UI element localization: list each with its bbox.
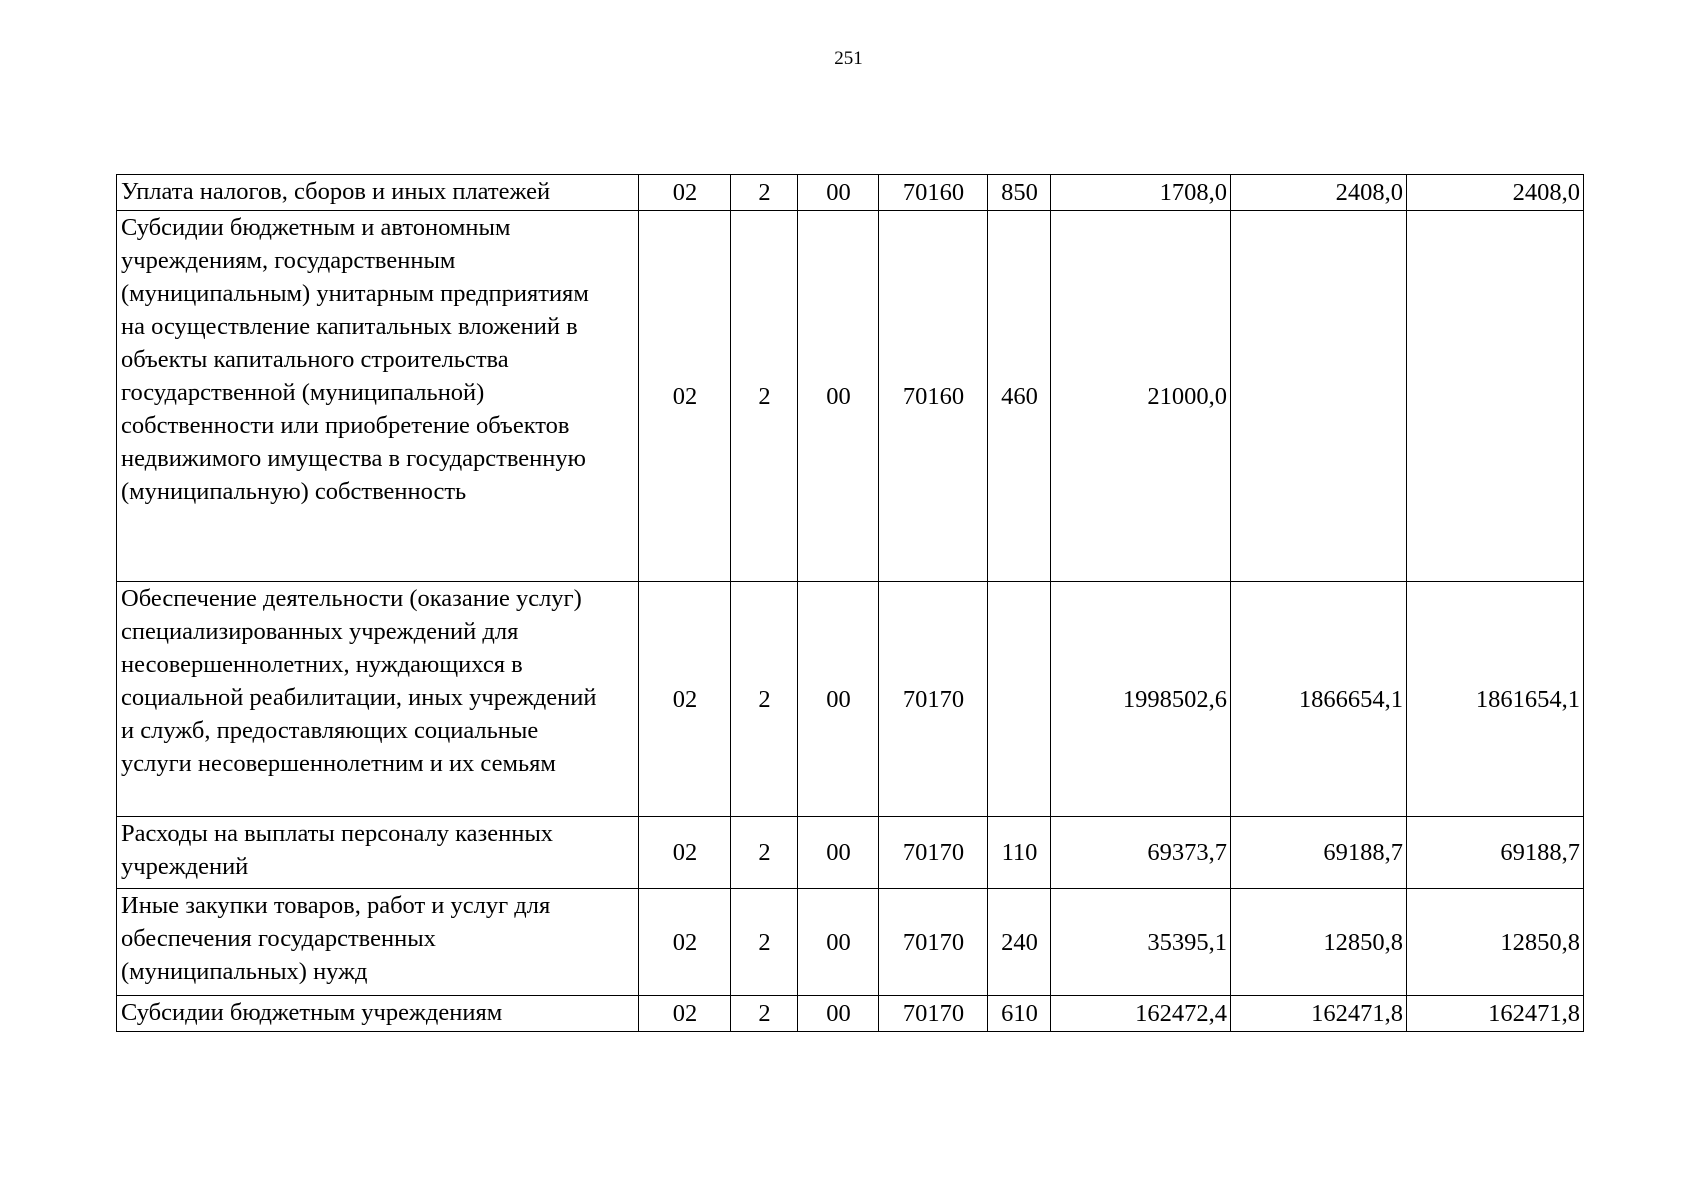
amount-year1-cell: 1708,0 [1051,175,1231,211]
amount-year3-cell: 2408,0 [1407,175,1584,211]
amount-year3-cell: 162471,8 [1407,996,1584,1032]
section-code-cell: 02 [639,996,731,1032]
amount-year2-cell: 2408,0 [1231,175,1407,211]
expense-type-cell [988,582,1051,817]
budget-table [116,174,1584,1032]
target-article-cell: 70170 [879,996,988,1032]
expense-type-cell: 240 [988,889,1051,996]
amount-year2-cell: 162471,8 [1231,996,1407,1032]
expense-type-cell: 850 [988,175,1051,211]
program-code-cell: 00 [798,211,879,582]
program-code-cell: 00 [798,175,879,211]
amount-year2-cell: 69188,7 [1231,817,1407,889]
expense-type-cell: 610 [988,996,1051,1032]
table-row [117,211,1584,582]
target-article-cell: 70170 [879,817,988,889]
amount-year1-cell: 69373,7 [1051,817,1231,889]
amount-year2-cell: 12850,8 [1231,889,1407,996]
section-code-cell: 02 [639,817,731,889]
subsection-code-cell: 2 [731,996,798,1032]
subsection-code-cell: 2 [731,175,798,211]
subsection-code-cell: 2 [731,817,798,889]
expense-name-cell: Субсидии бюджетным учреждениям [117,996,639,1032]
table-row [117,175,1584,211]
section-code-cell: 02 [639,582,731,817]
program-code-cell: 00 [798,817,879,889]
amount-year3-cell: 69188,7 [1407,817,1584,889]
target-article-cell: 70160 [879,211,988,582]
table-row [117,817,1584,889]
expense-type-cell: 110 [988,817,1051,889]
amount-year2-cell: 1866654,1 [1231,582,1407,817]
target-article-cell: 70170 [879,582,988,817]
program-code-cell: 00 [798,889,879,996]
page-number: 251 [834,48,863,69]
subsection-code-cell: 2 [731,582,798,817]
section-code-cell: 02 [639,889,731,996]
amount-year2-cell [1231,211,1407,582]
program-code-cell: 00 [798,996,879,1032]
table-row [117,996,1584,1032]
amount-year1-cell: 21000,0 [1051,211,1231,582]
program-code-cell: 00 [798,582,879,817]
expense-name-cell: Уплата налогов, сборов и иных платежей [117,175,639,211]
expense-name-cell: Иные закупки товаров, работ и услуг для обеспечения государственных (муниципальных) нужд [117,889,639,996]
amount-year3-cell: 12850,8 [1407,889,1584,996]
target-article-cell: 70160 [879,175,988,211]
amount-year3-cell [1407,211,1584,582]
expense-type-cell: 460 [988,211,1051,582]
expense-name-cell: Обеспечение деятельности (оказание услуг) специализированных учреждений для несовершеннолетних, нуждающихся в социальной реабилитации, иных учреждений и служб, предоставляющих социальные услуги несовершеннолетним и их семьям [117,582,639,817]
section-code-cell: 02 [639,175,731,211]
section-code-cell: 02 [639,211,731,582]
amount-year3-cell: 1861654,1 [1407,582,1584,817]
amount-year1-cell: 1998502,6 [1051,582,1231,817]
subsection-code-cell: 2 [731,211,798,582]
subsection-code-cell: 2 [731,889,798,996]
amount-year1-cell: 35395,1 [1051,889,1231,996]
amount-year1-cell: 162472,4 [1051,996,1231,1032]
table-row [117,582,1584,817]
target-article-cell: 70170 [879,889,988,996]
table-row [117,889,1584,996]
expense-name-cell: Расходы на выплаты персоналу казенных учреждений [117,817,639,889]
expense-name-cell: Субсидии бюджетным и автономным учреждениям, государственным (муниципальным) унитарным предприятиям на осуществление капитальных вложений в объекты капитального строительства государственной (муниципальной) собственности или приобретение объектов недвижимого имущества в государственную (муниципальную) собственность [117,211,639,582]
